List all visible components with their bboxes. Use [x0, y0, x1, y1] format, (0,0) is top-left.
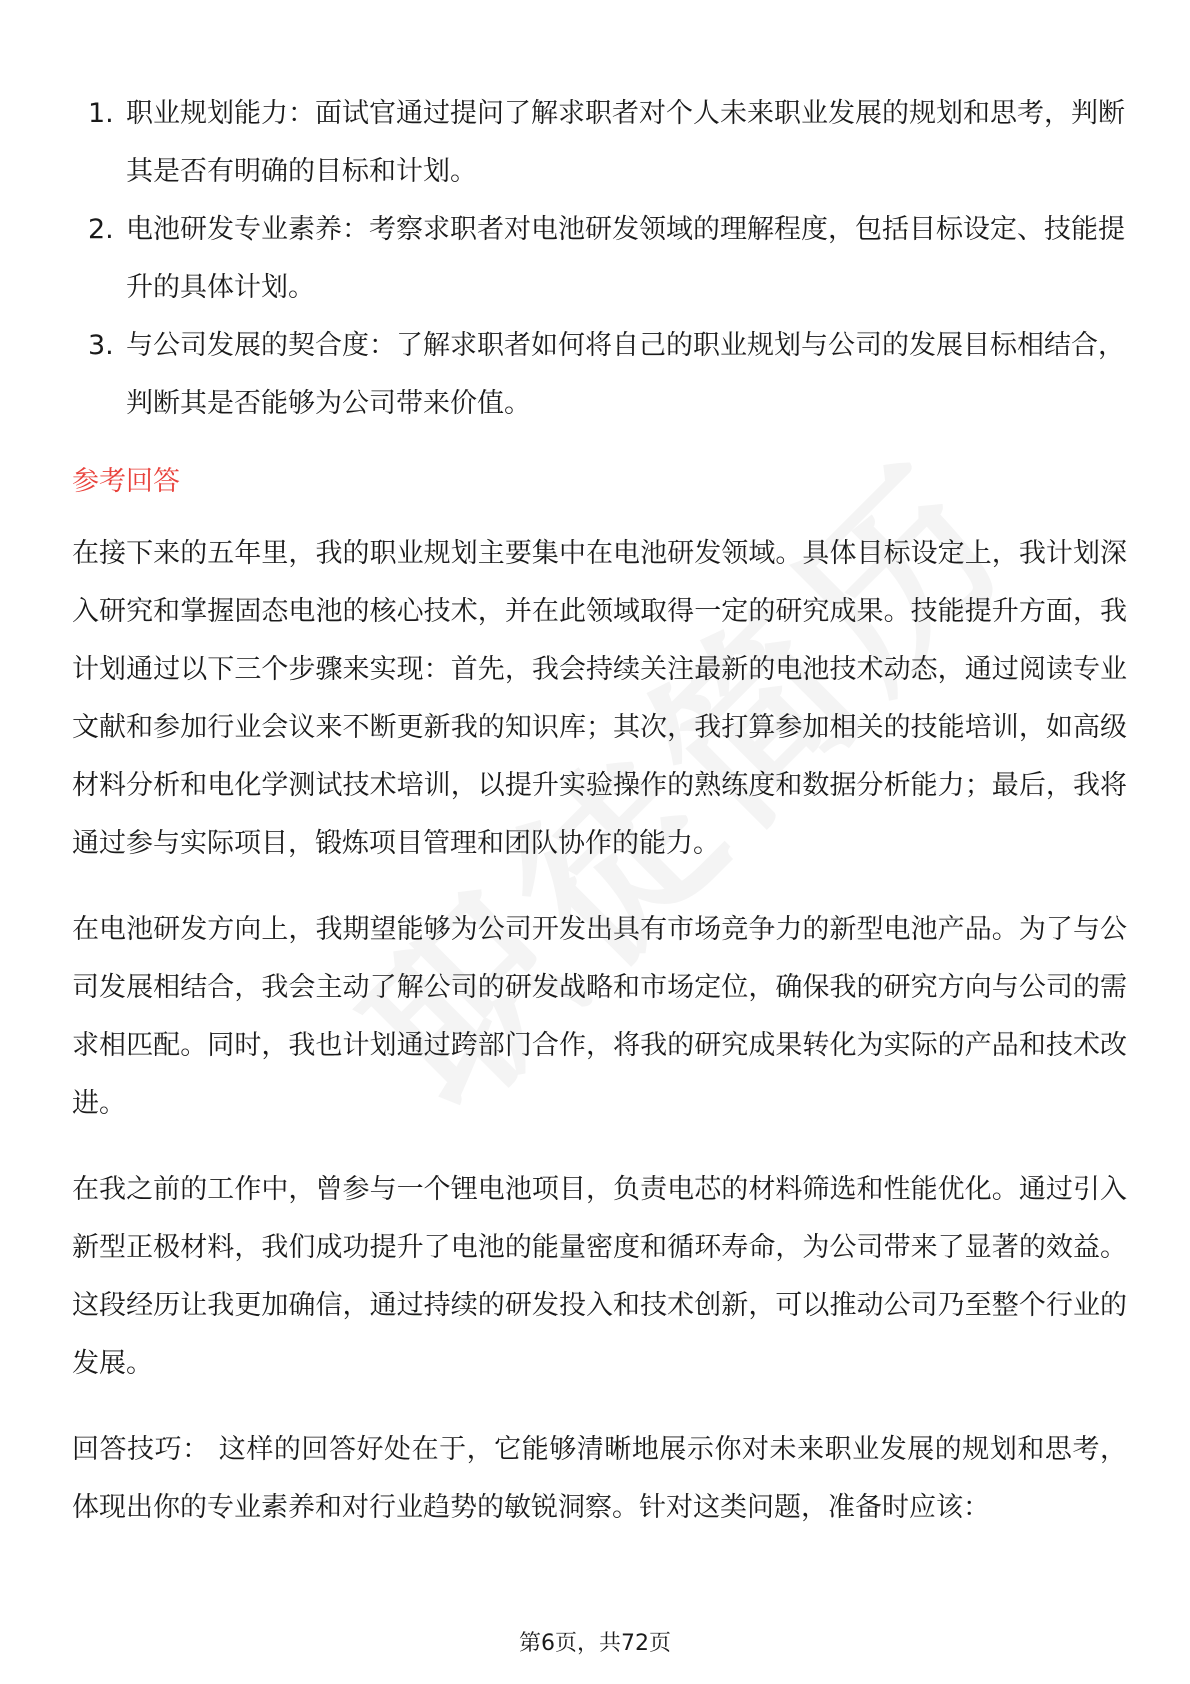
list-item-number: 3. — [88, 330, 114, 361]
list-item — [72, 317, 1127, 433]
list-item-number: 2. — [88, 214, 114, 245]
list-item — [72, 201, 1127, 317]
answer-paragraph: 在接下来的五年里，我的职业规划主要集中在电池研发领域。具体目标设定上，我计划深入研究和掌握固态电池的核心技术，并在此领域取得一定的研究成果。技能提升方面，我计划通过以下三个步骤来实现：首先，我会持续关注最新的电池技术动态，通过阅读专业文献和参加行业会议来不断更新我的知识库；其次，我打算参加相关的技能培训，如高级材料分析和电化学测试技术培训，以提升实验操作的熟练度和数据分析能力；最后，我将通过参与实际项目，锻炼项目管理和团队协作的能力。 — [72, 538, 1127, 859]
list-item — [72, 85, 1127, 201]
page-content — [72, 85, 1127, 1565]
list-item-text: 职业规划能力：面试官通过提问了解求职者对个人未来职业发展的规划和思考，判断其是否有明确的目标和计划。 — [126, 98, 1125, 187]
list-item-text: 与公司发展的契合度：了解求职者如何将自己的职业规划与公司的发展目标相结合，判断其是否能够为公司带来价值。 — [126, 330, 1125, 419]
evaluation-criteria-list — [72, 85, 1127, 433]
list-item-number: 1. — [88, 98, 114, 129]
reference-answer-heading: 参考回答 — [72, 466, 180, 497]
answer-tips-paragraph: 回答技巧： 这样的回答好处在于，它能够清晰地展示你对未来职业发展的规划和思考，体现出你的专业素养和对行业趋势的敏锐洞察。针对这类问题，准备时应该： — [72, 1434, 1127, 1523]
answer-paragraph: 在我之前的工作中，曾参与一个锂电池项目，负责电芯的材料筛选和性能优化。通过引入新型正极材料，我们成功提升了电池的能量密度和循环寿命，为公司带来了显著的效益。这段经历让我更加确信，通过持续的研发投入和技术创新，可以推动公司乃至整个行业的发展。 — [72, 1174, 1127, 1379]
answer-paragraph: 在电池研发方向上，我期望能够为公司开发出具有市场竞争力的新型电池产品。为了与公司发展相结合，我会主动了解公司的研发战略和市场定位，确保我的研究方向与公司的需求相匹配。同时，我也计划通过跨部门合作，将我的研究成果转化为实际的产品和技术改进。 — [72, 914, 1127, 1119]
page-number-footer: 第6页，共72页 — [519, 1631, 671, 1656]
list-item-text: 电池研发专业素养：考察求职者对电池研发领域的理解程度，包括目标设定、技能提升的具体计划。 — [126, 214, 1125, 303]
